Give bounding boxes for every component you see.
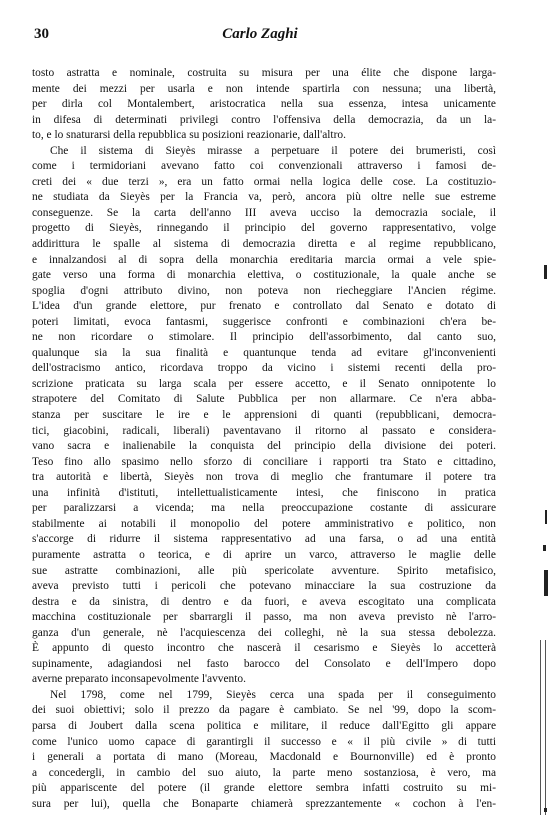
text-line: Teso fino allo spasimo nello sforzo di conciliare i rapporti tra Stato e cittadino, [32, 455, 496, 468]
text-line: parsa di Joubert dalla scena politica e militare, il reduce dall'Egitto gli appare [32, 719, 496, 732]
text-line: addirittura le spalle al sistema di democrazia diretta e al regime repubblicano, [32, 238, 496, 251]
text-line: vano sacra e inalienabile la conquista del principio della divisione dei poteri. [32, 440, 496, 453]
scan-margin-marks [530, 260, 550, 820]
text-line: ne non ricordare o stimolare. Il principio dell'assorbimento, dal canto suo, [32, 331, 496, 344]
text-line: qualunque sia la sua finalità e quantunque tenda ad evitare gl'inconvenienti [32, 346, 496, 359]
text-line: puramente astratta o teorica, e di aprire un varco, attraverso le maglie delle [32, 548, 496, 561]
text-line: i generali a portata di mano (Moreau, Macdonald e Bournonville) ed è pronto [32, 751, 496, 764]
text-line: sue astratte combinazioni, alle più spericolate avventure. Spirito metafisico, [32, 564, 496, 577]
text-line: L'idea d'un grande elettore, pur frenato e controllato dal Senato e dotato di [32, 300, 496, 313]
text-line: macchina costituzionale per sbarrargli il passo, ma non aveva previsto nè l'arro- [32, 611, 496, 624]
text-line: stanza per suscitare le ire e le apprensioni di quanti (repubblicani, democra- [32, 409, 496, 422]
text-line: Nel 1798, come nel 1799, Sieyès cerca una spada per il conseguimento [50, 688, 496, 701]
body-text [32, 66, 496, 812]
text-line: spoglia d'ogni attributo divino, non poteva non riecheggiare l'Ancien régime. [32, 284, 496, 297]
text-line: dell'ostracismo antico, ricordava troppo da vicino i sistemi recenti della pro- [32, 362, 496, 375]
text-line: to, e lo snaturarsi della repubblica su posizioni reazionarie, dall'altro. [32, 129, 346, 142]
text-line: come l'unico uomo capace di garantirgli il successo e « il più civile » di tutti [32, 735, 496, 748]
text-line: tosto astratta e nominale, costruita su misura per una élite che dispone larga- [32, 67, 496, 79]
text-line: a concedergli, in cambio del suo aiuto, la parte meno sostanziosa, è vero, ma [32, 766, 496, 779]
text-line: per dirla col Montalembert, aristocratica nella sua essenza, intesa unicamente [32, 98, 496, 111]
text-line: e innalzandosi al di sopra della monarchia ereditaria marcia ormai a vele spie- [32, 253, 496, 266]
paragraph [32, 688, 496, 812]
text-line: destra e da sinistra, di dentro e da fuori, e aveva escogitato una complicata [32, 595, 496, 608]
text-line: creti dei « due terzi », era un fatto ormai nella logica delle cose. La costituzio- [32, 175, 496, 188]
text-line: È appunto di questo incontro che nascerà il cesarismo e Sieyès lo accetterà [32, 642, 496, 655]
text-line: stabilmente ai notabili il monopolio del potere amministrativo e politico, non [32, 517, 496, 530]
text-line: tra autorità e libertà, Sieyès non trova di meglio che frantumare il potere tra [32, 471, 496, 484]
text-line: come i termidoriani avevano fatto coi convenzionali attraverso i famosi de- [32, 160, 496, 173]
text-line: ganza d'un generale, nè l'acquiescenza dei colleghi, nè la sua stessa debolezza. [32, 626, 496, 639]
text-line: supinamente, adagiandosi nel fasto barocco del Consolato e dell'Impero dopo [32, 657, 496, 670]
text-line: una infinità d'istituti, intellettualisticamente intesi, che finiscono in pratica [32, 486, 496, 499]
text-line: Che il sistema di Sieyès mirasse a perpetuare il potere dei brumeristi, così [50, 144, 496, 157]
text-line: scrizione praticata su larga scala per essere accetto, e il Senato onnipotente lo [32, 377, 496, 390]
paragraph [32, 66, 496, 144]
text-line: tici, giacobini, radicali, liberali) paventavano il ritorno al passato e considera- [32, 424, 496, 437]
text-line: conseguenze. Se la carta dell'anno III aveva ucciso la democrazia sociale, il [32, 206, 496, 219]
text-line: averne preparato inconsapevolmente l'avvento. [32, 673, 246, 686]
text-line: per paralizzarsi a vicenda; ma nella preoccupazione costante di assicurare [32, 502, 496, 515]
text-line: progetto di Sieyès, rinnegando il principio del governo rappresentativo, volge [32, 222, 496, 235]
page-number: 30 [34, 26, 49, 42]
text-line: aveva previsto tutti i pericoli che potevano minacciare la sua costruzione da [32, 580, 496, 593]
running-head: Carlo Zaghi [222, 26, 298, 42]
text-line: dei suoi obiettivi; solo il prezzo da pagare è cambiato. Se nel '99, dopo la scom- [32, 704, 496, 717]
paragraph [32, 144, 496, 688]
text-line: poteri limitati, evoca fantasmi, suggerisce confronti e combinazioni ch'era be- [32, 315, 496, 328]
text-line: ne studiata da Sieyès per la Francia va, però, ancora più oltre nelle sue estreme [32, 191, 496, 204]
text-line: sura per lui), quella che Bonaparte chiamerà sprezzantemente « cochon à l'en- [32, 797, 496, 810]
text-line: s'accorge di ridurre il sistema rappresentativo ad una farsa, o ad una entità [32, 533, 496, 546]
page-header [28, 26, 492, 48]
text-line: più appariscente del potere (il grande elettore sembra infatti costruito su mi- [32, 782, 496, 795]
text-line: gate verso una forma di monarchia elettiva, o costituzionale, la quale anche se [32, 269, 496, 282]
text-line: mente dei mezzi per usarla e non intende spartirla con nessuna; una libertà, [32, 82, 496, 95]
text-line: strapotere del Comitato di Salute Pubblica per non allarmare. Ce n'era abba- [32, 393, 496, 406]
text-line: in difesa di determinati privilegi contro l'offensiva della democrazia, da un la- [32, 113, 496, 126]
